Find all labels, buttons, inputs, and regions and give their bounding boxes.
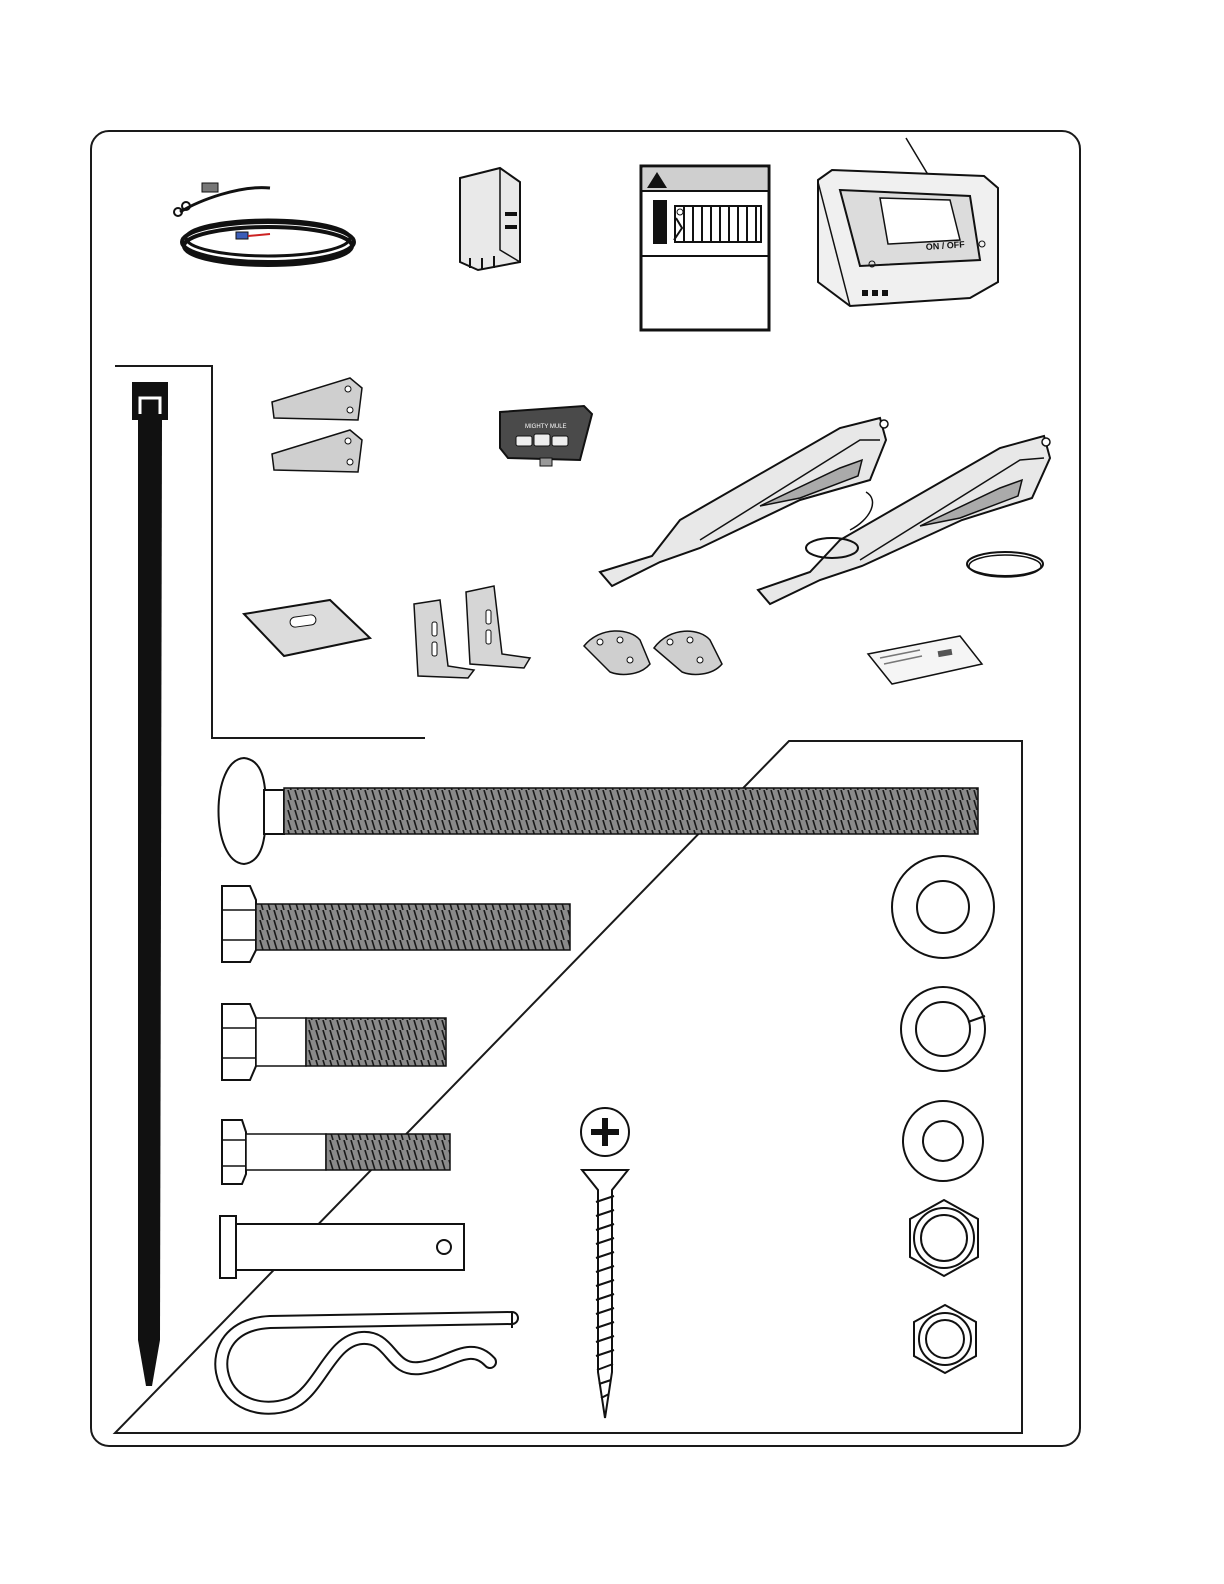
lock-washer-icon bbox=[901, 987, 985, 1071]
hairpin-clip-icon bbox=[221, 1312, 512, 1408]
bracket-icon bbox=[272, 378, 362, 472]
remote-icon bbox=[500, 406, 592, 466]
hex-bolt-icon bbox=[222, 1120, 450, 1184]
nut-icon bbox=[910, 1200, 978, 1276]
envelope-icon bbox=[868, 636, 982, 684]
remote-brand-label: MIGHTY MULE bbox=[525, 424, 567, 430]
control-box-switch-label: ON / OFF bbox=[925, 239, 966, 252]
plate-icon bbox=[244, 600, 370, 656]
gate-opener-arms-icon bbox=[600, 418, 1050, 604]
cable-tie-icon bbox=[132, 382, 168, 1386]
carriage-bolt-icon bbox=[219, 758, 979, 864]
washer-icon bbox=[903, 1101, 983, 1181]
warning-sign-icon bbox=[641, 166, 769, 330]
hex-bolt-icon bbox=[222, 886, 570, 962]
battery-harness-icon bbox=[174, 183, 354, 265]
control-box-icon bbox=[818, 138, 998, 306]
l-bracket-icon bbox=[414, 586, 530, 678]
transformer-icon bbox=[460, 168, 520, 270]
clevis-pin-icon bbox=[220, 1216, 464, 1278]
screw-icon bbox=[581, 1108, 629, 1418]
hex-bolt-icon bbox=[222, 1004, 446, 1080]
flat-plate-icon bbox=[584, 631, 722, 674]
washer-icon bbox=[892, 856, 994, 958]
nut-icon bbox=[914, 1305, 976, 1373]
